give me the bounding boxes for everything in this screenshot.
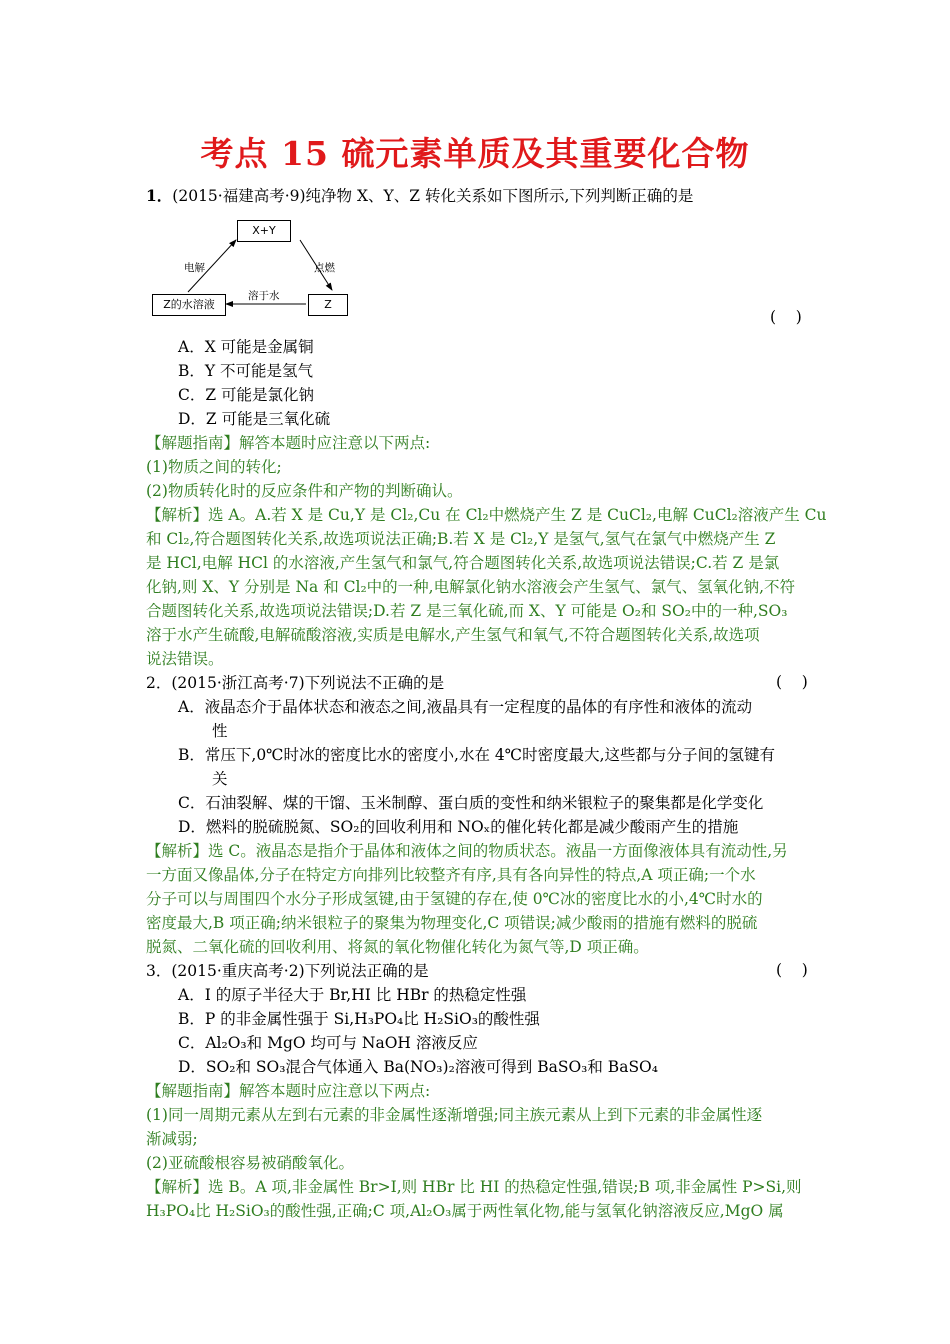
question-1-analysis-line: 是 HCl,电解 HCl 的水溶液,产生氢气和氯气,符合题图转化关系,故选项说法错误;C.若 Z 是氯 [146,554,780,572]
question-3-option-d: D．SO₂和 SO₃混合气体通入 Ba(NO₃)₂溶液可得到 BaSO₃和 BaSO₄ [178,1058,658,1076]
question-1-number: 1． [146,186,173,205]
question-2-analysis-line: 密度最大,B 项正确;纳米银粒子的聚集为物理变化,C 项错误;减少酸雨的措施有燃料的脱硫 [146,914,758,932]
question-2-answer-blank: ( ) [776,673,808,691]
question-1-guide-point-1: (1)物质之间的转化; [146,458,282,476]
label-dissolve: 溶于水 [248,290,280,302]
question-3-analysis-line: 【解析】选 B。A 项,非金属性 Br>I,则 HBr 比 HI 的热稳定性强,错误;B 项,非金属性 P>Si,则 [146,1178,802,1196]
box-z: Z [308,294,348,316]
question-1-analysis-line: 溶于水产生硫酸,电解硫酸溶液,实质是电解水,产生氢气和氧气,不符合题图转化关系,故选项 [146,626,760,644]
question-2-stem: 2．(2015·浙江高考·7)下列说法不正确的是 [146,674,445,692]
question-3-guide-point-2: (2)亚硫酸根容易被硝酸氧化。 [146,1154,354,1172]
conversion-diagram [148,214,358,324]
box-z-solution: Z的水溶液 [152,294,226,316]
question-2-analysis-line: 分子可以与周围四个水分子形成氢键,由于氢键的存在,使 0℃冰的密度比水的小,4℃时水的 [146,890,763,908]
question-1-stem [146,184,693,208]
question-2-analysis-line: 脱氮、二氧化硫的回收利用、将氮的氧化物催化转化为氮气等,D 项正确。 [146,938,649,956]
question-2-option-a: A．液晶态介于晶体状态和液态之间,液晶具有一定程度的晶体的有序性和液体的流动 [178,698,753,716]
question-3-analysis-line: H₃PO₄比 H₂SiO₃的酸性强,正确;C 项,Al₂O₃属于两性氧化物,能与氢氧化钠溶液反应,MgO 属 [146,1202,784,1220]
question-3-option-a: A．I 的原子半径大于 Br,HI 比 HBr 的热稳定性强 [178,986,527,1004]
question-2-option-d: D．燃料的脱硫脱氮、SO₂的回收利用和 NOₓ的催化转化都是减少酸雨产生的措施 [178,818,739,836]
question-2-option-b-cont: 关 [212,770,228,788]
question-3-guide-point-1-cont: 渐减弱; [146,1130,198,1148]
question-1-guide-title: 【解题指南】解答本题时应注意以下两点: [146,434,431,452]
box-x-plus-y: X+Y [237,220,291,242]
page-title: 考点 15 硫元素单质及其重要化合物 [200,134,750,173]
question-1-answer-blank: ( ) [770,308,802,326]
question-1-option-d: D．Z 可能是三氧化硫 [178,410,331,428]
label-ignite: 点燃 [314,262,335,274]
question-1-option-a: A．X 可能是金属铜 [178,338,314,356]
question-2-analysis-line: 一方面又像晶体,分子在特定方向排列比较整齐有序,具有各向异性的特点,A 项正确;一个水 [146,866,756,884]
question-2-option-a-cont: 性 [212,722,228,740]
question-3-stem: 3．(2015·重庆高考·2)下列说法正确的是 [146,962,429,980]
question-1-analysis-line: 【解析】选 A。A.若 X 是 Cu,Y 是 Cl₂,Cu 在 Cl₂中燃烧产生 Z 是 CuCl₂,电解 CuCl₂溶液产生 Cu [146,506,827,524]
question-2-option-c: C．石油裂解、煤的干馏、玉米制醇、蛋白质的变性和纳米银粒子的聚集都是化学变化 [178,794,764,812]
question-3-option-b: B．P 的非金属性强于 Si,H₃PO₄比 H₂SiO₃的酸性强 [178,1010,540,1028]
question-1-option-c: C．Z 可能是氯化钠 [178,386,315,404]
question-2-option-b: B．常压下,0℃时冰的密度比水的密度小,水在 4℃时密度最大,这些都与分子间的氢键有 [178,746,776,764]
question-1-analysis-line: 和 Cl₂,符合题图转化关系,故选项说法正确;B.若 X 是 Cl₂,Y 是氢气,氢气在氯气中燃烧产生 Z [146,530,776,548]
question-2-analysis-line: 【解析】选 C。液晶态是指介于晶体和液体之间的物质状态。液晶一方面像液体具有流动性,另 [146,842,788,860]
question-3-option-c: C．Al₂O₃和 MgO 均可与 NaOH 溶液反应 [178,1034,478,1052]
question-1-analysis-line: 说法错误。 [146,650,224,668]
question-1-guide-point-2: (2)物质转化时的反应条件和产物的判断确认。 [146,482,463,500]
label-electrolysis: 电解 [184,262,205,274]
question-3-guide-title: 【解题指南】解答本题时应注意以下两点: [146,1082,431,1100]
question-1-analysis-line: 化钠,则 X、Y 分别是 Na 和 Cl₂中的一种,电解氯化钠水溶液会产生氢气、氯气、氢氧化钠,不符 [146,578,796,596]
question-3-answer-blank: ( ) [776,961,808,979]
question-1-analysis-line: 合题图转化关系,故选项说法错误;D.若 Z 是三氧化硫,而 X、Y 可能是 O₂和 SO₂中的一种,SO₃ [146,602,788,620]
question-1-option-b: B．Y 不可能是氢气 [178,362,314,380]
question-1-text: (2015·福建高考·9)纯净物 X、Y、Z 转化关系如下图所示,下列判断正确的是 [172,187,694,205]
question-3-guide-point-1: (1)同一周期元素从左到右元素的非金属性逐渐增强;同主族元素从上到下元素的非金属性逐 [146,1106,763,1124]
